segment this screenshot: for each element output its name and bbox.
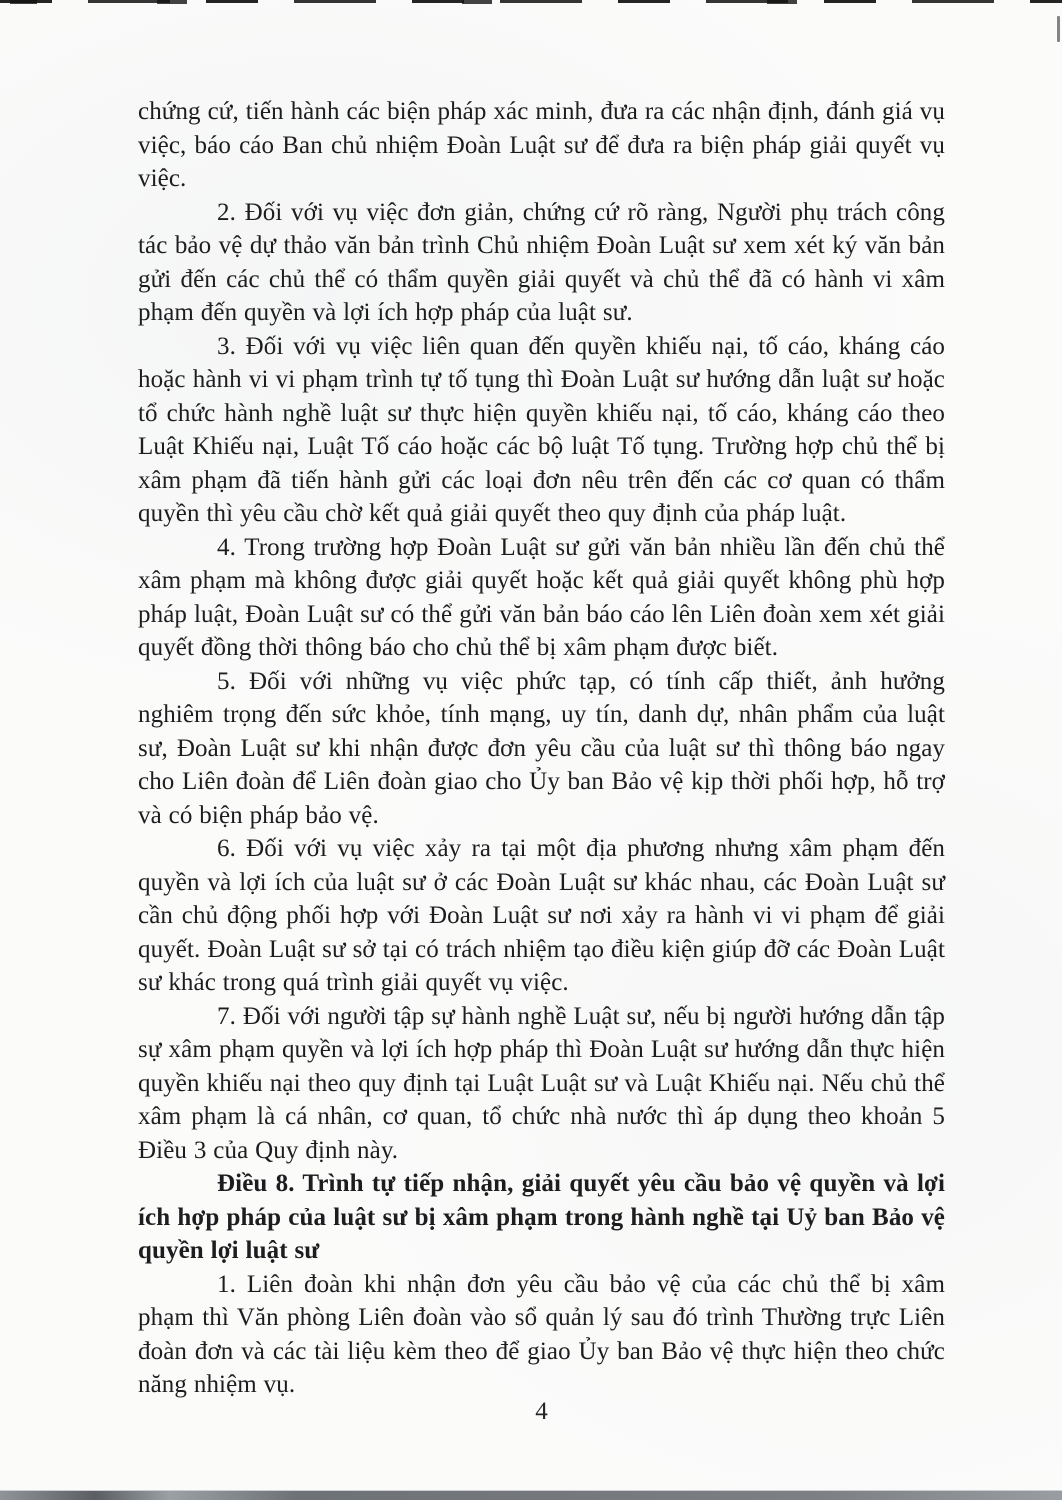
page-number: 4: [535, 1398, 548, 1425]
paragraph-continuation: chứng cứ, tiến hành các biện pháp xác minh, đưa ra các nhận định, đánh giá vụ việc, báo cáo Ban chủ nhiệm Đoàn Luật sư để đưa ra biện pháp giải quyết vụ việc.: [138, 98, 945, 192]
scan-artifact-top-edge: [0, 0, 1062, 4]
section-heading-dieu-8: Điều 8. Trình tự tiếp nhận, giải quyết yêu cầu bảo vệ quyền và lợi ích hợp pháp của luật sư bị xâm phạm trong hành nghề tại Uỷ ban Bảo vệ quyền lợi luật sư: [138, 1170, 945, 1264]
paragraph-item-2: 2. Đối với vụ việc đơn giản, chứng cứ rõ ràng, Người phụ trách công tác bảo vệ dự thảo văn bản trình Chủ nhiệm Đoàn Luật sư xem xét ký văn bản gửi đến các chủ thể có thẩm quyền giải quyết và chủ thể đã có hành vi xâm phạm đến quyền và lợi ích hợp pháp của luật sư.: [138, 198, 945, 326]
paragraph-item-7: 7. Đối với người tập sự hành nghề Luật sư, nếu bị người hướng dẫn tập sự xâm phạm quyền và lợi ích hợp pháp thì Đoàn Luật sư hướng dẫn thực hiện quyền khiếu nại theo quy định tại Luật Luật sư và Luật Khiếu nại. Nếu chủ thể xâm phạm là cá nhân, cơ quan, tổ chức nhà nước thì áp dụng theo khoản 5 Điều 3 của Quy định này.: [138, 1002, 945, 1164]
paragraph-item-5: 5. Đối với những vụ việc phức tạp, có tính cấp thiết, ảnh hưởng nghiêm trọng đến sức khỏe, tính mạng, uy tín, danh dự, nhân phẩm của luật sư, Đoàn Luật sư khi nhận được đơn yêu cầu của luật sư thì thông báo ngay cho Liên đoàn để Liên đoàn giao cho Ủy ban Bảo vệ kịp thời phối hợp, hỗ trợ và có biện pháp bảo vệ.: [138, 667, 945, 829]
scan-artifact-bottom-edge: [0, 1491, 1062, 1500]
paragraph-item-3: 3. Đối với vụ việc liên quan đến quyền khiếu nại, tố cáo, kháng cáo hoặc hành vi vi phạm trình tự tố tụng thì Đoàn Luật sư hướng dẫn luật sư hoặc tổ chức hành nghề luật sư thực hiện quyền khiếu nại, tố cáo, kháng cáo theo Luật Khiếu nại, Luật Tố cáo hoặc các bộ luật Tố tụng. Trường hợp chủ thể bị xâm phạm đã tiến hành gửi các loại đơn nêu trên đến các cơ quan có thẩm quyền thì yêu cầu chờ kết quả giải quyết theo quy định của pháp luật.: [138, 332, 945, 527]
paragraph-item-1: 1. Liên đoàn khi nhận đơn yêu cầu bảo vệ của các chủ thể bị xâm phạm thì Văn phòng Liên đoàn vào sổ quản lý sau đó trình Thường trực Liên đoàn đơn và các tài liệu kèm theo để giao Ủy ban Bảo vệ thực hiện theo chức năng nhiệm vụ.: [138, 1270, 945, 1398]
paragraph-item-4: 4. Trong trường hợp Đoàn Luật sư gửi văn bản nhiều lần đến chủ thể xâm phạm mà không được giải quyết hoặc kết quả giải quyết không phù hợp pháp luật, Đoàn Luật sư có thể gửi văn bản báo cáo lên Liên đoàn xem xét giải quyết đồng thời thông báo cho chủ thể bị xâm phạm được biết.: [138, 533, 945, 661]
document-body: [138, 95, 945, 1402]
scan-artifact-right-mark: [1057, 16, 1060, 42]
paragraph-item-6: 6. Đối với vụ việc xảy ra tại một địa phương nhưng xâm phạm đến quyền và lợi ích của luật sư ở các Đoàn Luật sư khác nhau, các Đoàn Luật sư cần chủ động phối hợp với Đoàn Luật sư nơi xảy ra hành vi vi phạm để giải quyết. Đoàn Luật sư sở tại có trách nhiệm tạo điều kiện giúp đỡ các Đoàn Luật sư khác trong quá trình giải quyết vụ việc.: [138, 835, 945, 996]
